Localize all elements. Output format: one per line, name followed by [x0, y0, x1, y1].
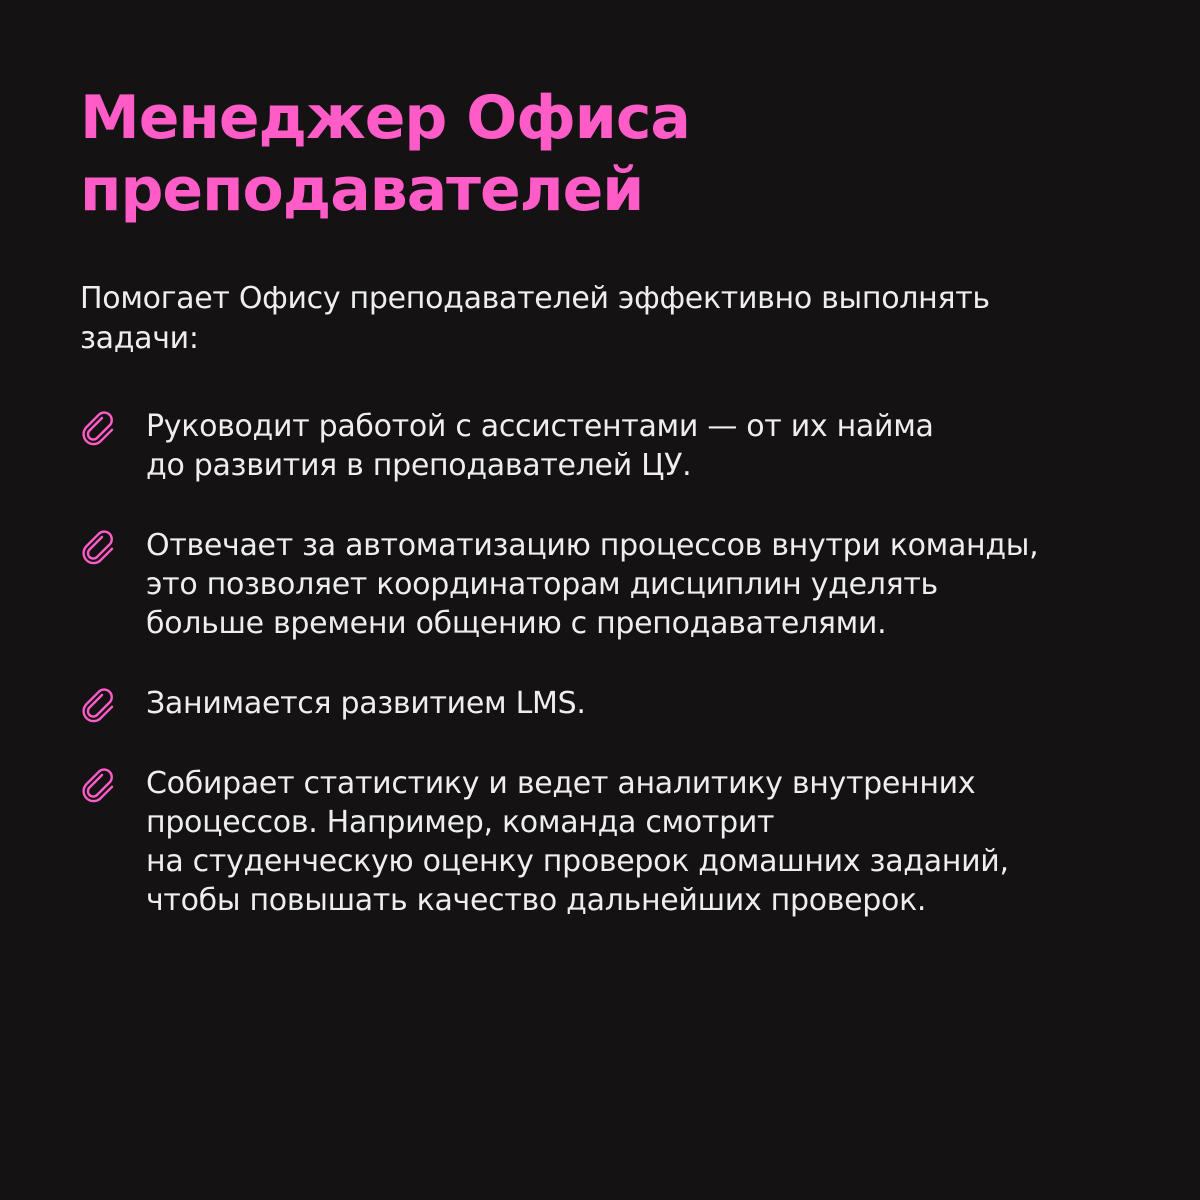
list-item-line: на студенческую оценку проверок домашних заданий,: [146, 844, 1009, 879]
list-item-line: больше времени общению с преподавателями.: [146, 606, 887, 641]
paperclip-icon: [80, 409, 118, 447]
list-item-line: чтобы повышать качество дальнейших проверок.: [146, 883, 927, 918]
title-line: преподавателей: [80, 155, 644, 225]
list-item-text: [146, 684, 586, 723]
intro-line: Помогает Офису преподавателей эффективно выполнять: [80, 281, 990, 316]
list-item-text: [146, 764, 1009, 920]
list-item-text: [146, 526, 1038, 643]
paperclip-icon: [80, 766, 118, 804]
list-item-line: Занимается развитием LMS.: [146, 686, 586, 721]
list-item-line: это позволяет координаторам дисциплин уделять: [146, 567, 938, 602]
list-item-line: Отвечает за автоматизацию процессов внутри команды,: [146, 528, 1039, 563]
page-title: [80, 82, 690, 226]
list-item-line: Собирает статистику и ведет аналитику внутренних: [146, 766, 976, 801]
paperclip-icon: [80, 686, 118, 724]
title-line: Менеджер Офиса: [80, 83, 690, 153]
paperclip-icon: [80, 528, 118, 566]
list-item-text: [146, 407, 934, 485]
list-item-line: до развития в преподавателей ЦУ.: [146, 448, 692, 483]
intro-text: [80, 279, 990, 359]
list-item-line: процессов. Например, команда смотрит: [146, 805, 775, 840]
intro-line: задачи:: [80, 321, 199, 356]
list-item-line: Руководит работой с ассистентами — от их найма: [146, 409, 934, 444]
